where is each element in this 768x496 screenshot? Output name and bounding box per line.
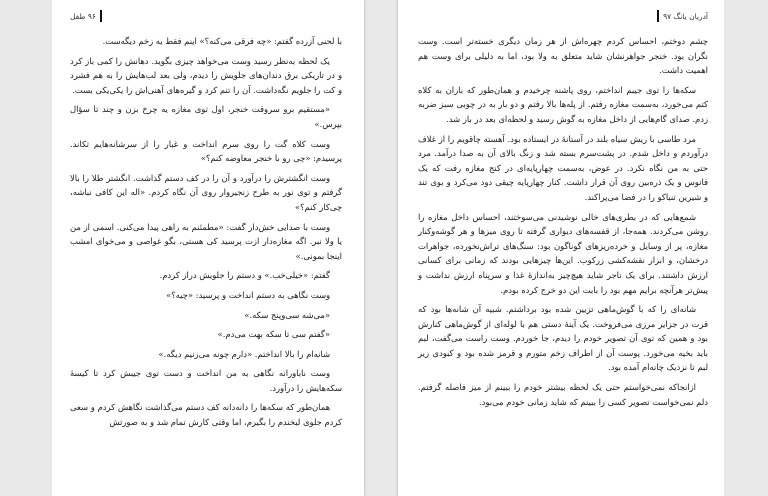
paragraph: همان‌طور که سکه‌ها را دانه‌دانه کف دستم می‌گذاشت نگاهش کردم و سعی کردم جلوی لبخندم را بگیرم، اما وقتی کارش تمام شد و به صورتش [70,402,342,428]
right-page-body [418,34,708,414]
paragraph: وست نگاهی به دستم انداخت و پرسید: «چیه؟» [166,289,330,300]
paragraph: وست انگشترش را درآورد و آن را در کف دستم گذاشت. انگشتر طلا را بالا گرفتم و توی نور به طرح زنجیروار روی آن نگاه کردم. «اله این کافی نباشه، چی‌کار کنم؟» [70,172,342,212]
right-page-header-text: آدریان یانگ ۹۷ [663,11,708,21]
left-page [52,0,364,496]
header-bar [100,10,102,22]
paragraph: شمع‌هایی که در بطری‌های خالی نوشیدنی می‌سوختند، احساس داخل مغازه را روشن می‌کردند. همه‌جا، از قفسه‌های دیواری گرفته تا روی میزها و هر گوشه‌وکنار مغازه، پر از وسایل و خرده‌ریزهای گوناگون بود: سنگ‌های تراش‌نخورده، جواهرات درخشان، و ابزار نقشه‌کشی زرکوب. این‌ها چیزهایی بودند که زمانی برای کسانی ارزش داشتند. برای یک تاجر شاید هیچ‌چیز به‌اندازهٔ غذا و سرپناه ارزش نداشت و پیش‌تر هرآنچه برایم مهم بود را بابت این دو خرج کرده بودم. [418,211,708,295]
header-bar [657,10,659,22]
paragraph: وست با صدایی خش‌دار گفت: «مطمئنم به راهی پیدا می‌کنی. اسمی از من یا ولا نبر. اگه مغازه‌دار ازت پرسید کی هستی، بگو غواصی و می‌خوای امشب اینجا بمونی.» [70,221,342,261]
paragraph: شانه‌ام را بالا انداختم. «دارم چونه می‌زنیم دیگه.» [158,348,330,359]
paragraph: با لحنی آزرده گفتم: «چه فرقی می‌کنه؟» اینم فقط یه زخم دیگه‌ست. [102,36,342,46]
right-page [398,0,724,496]
paragraph: چشم دوختم، احساس کردم چهره‌اش از هر زمان دیگری خسته‌تر است. وست نگران بود. خنجر جواهرنشان شاید متعلق به ولا بود، اما به دلیلی برای وست هم اهمیت داشت. [418,36,708,76]
paragraph: وست ناباورانه نگاهی به من انداخت و دست توی جیبش کرد تا کیسهٔ سکه‌هایش را درآورد. [70,368,342,393]
left-page-header-text: ۹۶ طفل [70,11,96,21]
left-page-header [70,10,102,22]
paragraph: ازانجاکه نمی‌خواستم حتی یک لحظه بیشتر خودم را ببینم از میز فاصله گرفتم. دلم نمی‌خواست تصویر کسی را ببینم که شاید زمانی خودم می‌بود. [418,382,708,407]
paragraph: مرد طاسی با ریش سیاه بلند در آستانهٔ در ایستاده بود. آهسته چاقویم را از غلاف درآوردم و داخل شدم. در پشت‌سرم بسته شد و زنگ بالای آن به صدا درآمد. مرد حتی به من نگاه نکرد. در عوض، به‌سمت چهارپایه‌ای در کنج مغازه رفت که یک فانوس و یک ذره‌بین روی آن قرار داشت. کنار چهارپایه چیقی دود می‌کرد و بوی تند و شیرین تنباکو را در فضا می‌پراکند. [418,133,708,202]
paragraph: «مستقیم برو سروقت خنجر، اول توی مغازه یه چرخ بزن و چند تا سؤال بپرس.» [70,104,342,129]
left-page-body [70,34,342,435]
paragraph: وست کلاه گت را روی سرم انداخت و غبار را از سرشانه‌هایم تکاند. پرسیدم: «چی رو با خنجر معاوضه کنم؟» [70,138,342,164]
paragraph: شانه‌ای را که با گوش‌ماهی تزیین شده بود برداشتم. شبیه آن شانه‌ها بود که قرت در جزایر مرزی می‌فروخت. یک آینهٔ دستی هم با لوله‌ای از گوش‌ماهی کنارش بود و همین که توی آن تصویر خودم را دیدم، جا خوردم. وست راست می‌گفت، لبم باید بخیه می‌خورد. پوست آن از اطراف زخم متورم و قرمز شده بود و کبودی زیر لبم تا نزدیک چانه‌ام آمده بود. [418,304,708,373]
paragraph: «می‌شه سی‌وپنج سکه.» [244,309,330,320]
paragraph: گفتم: «خیلی‌خب.» و دستم را جلویش دراز کردم. [159,270,330,281]
paragraph: یک لحظه به‌نظر رسید وست می‌خواهد چیزی بگوید. دهانش را کمی باز کرد و در تاریکی برق دندان‌های جلویش را دیدم، ولی بعد لب‌هایش را به هم فشرد و کت را جلویم نگه‌داشت. آن را تنم کرد و گیره‌های آهنی‌اش را یکی‌یکی بست. [70,55,342,95]
right-page-header [657,10,708,22]
paragraph: سکه‌ها را توی جیبم انداختم، روی پاشنه چرخیدم و همان‌طور که باران به کلاه کتم می‌خورد، به‌سمت مغازه رفتم. از پله‌ها بالا رفتم و دو بار به در چوبی سبز ضربه زدم. صدای گام‌هایی از داخل مغازه به گوش رسید و لحظه‌ای بعد در باز شد. [418,84,708,124]
paragraph: «گفتم سی تا سکه بهت می‌دم.» [217,329,330,340]
